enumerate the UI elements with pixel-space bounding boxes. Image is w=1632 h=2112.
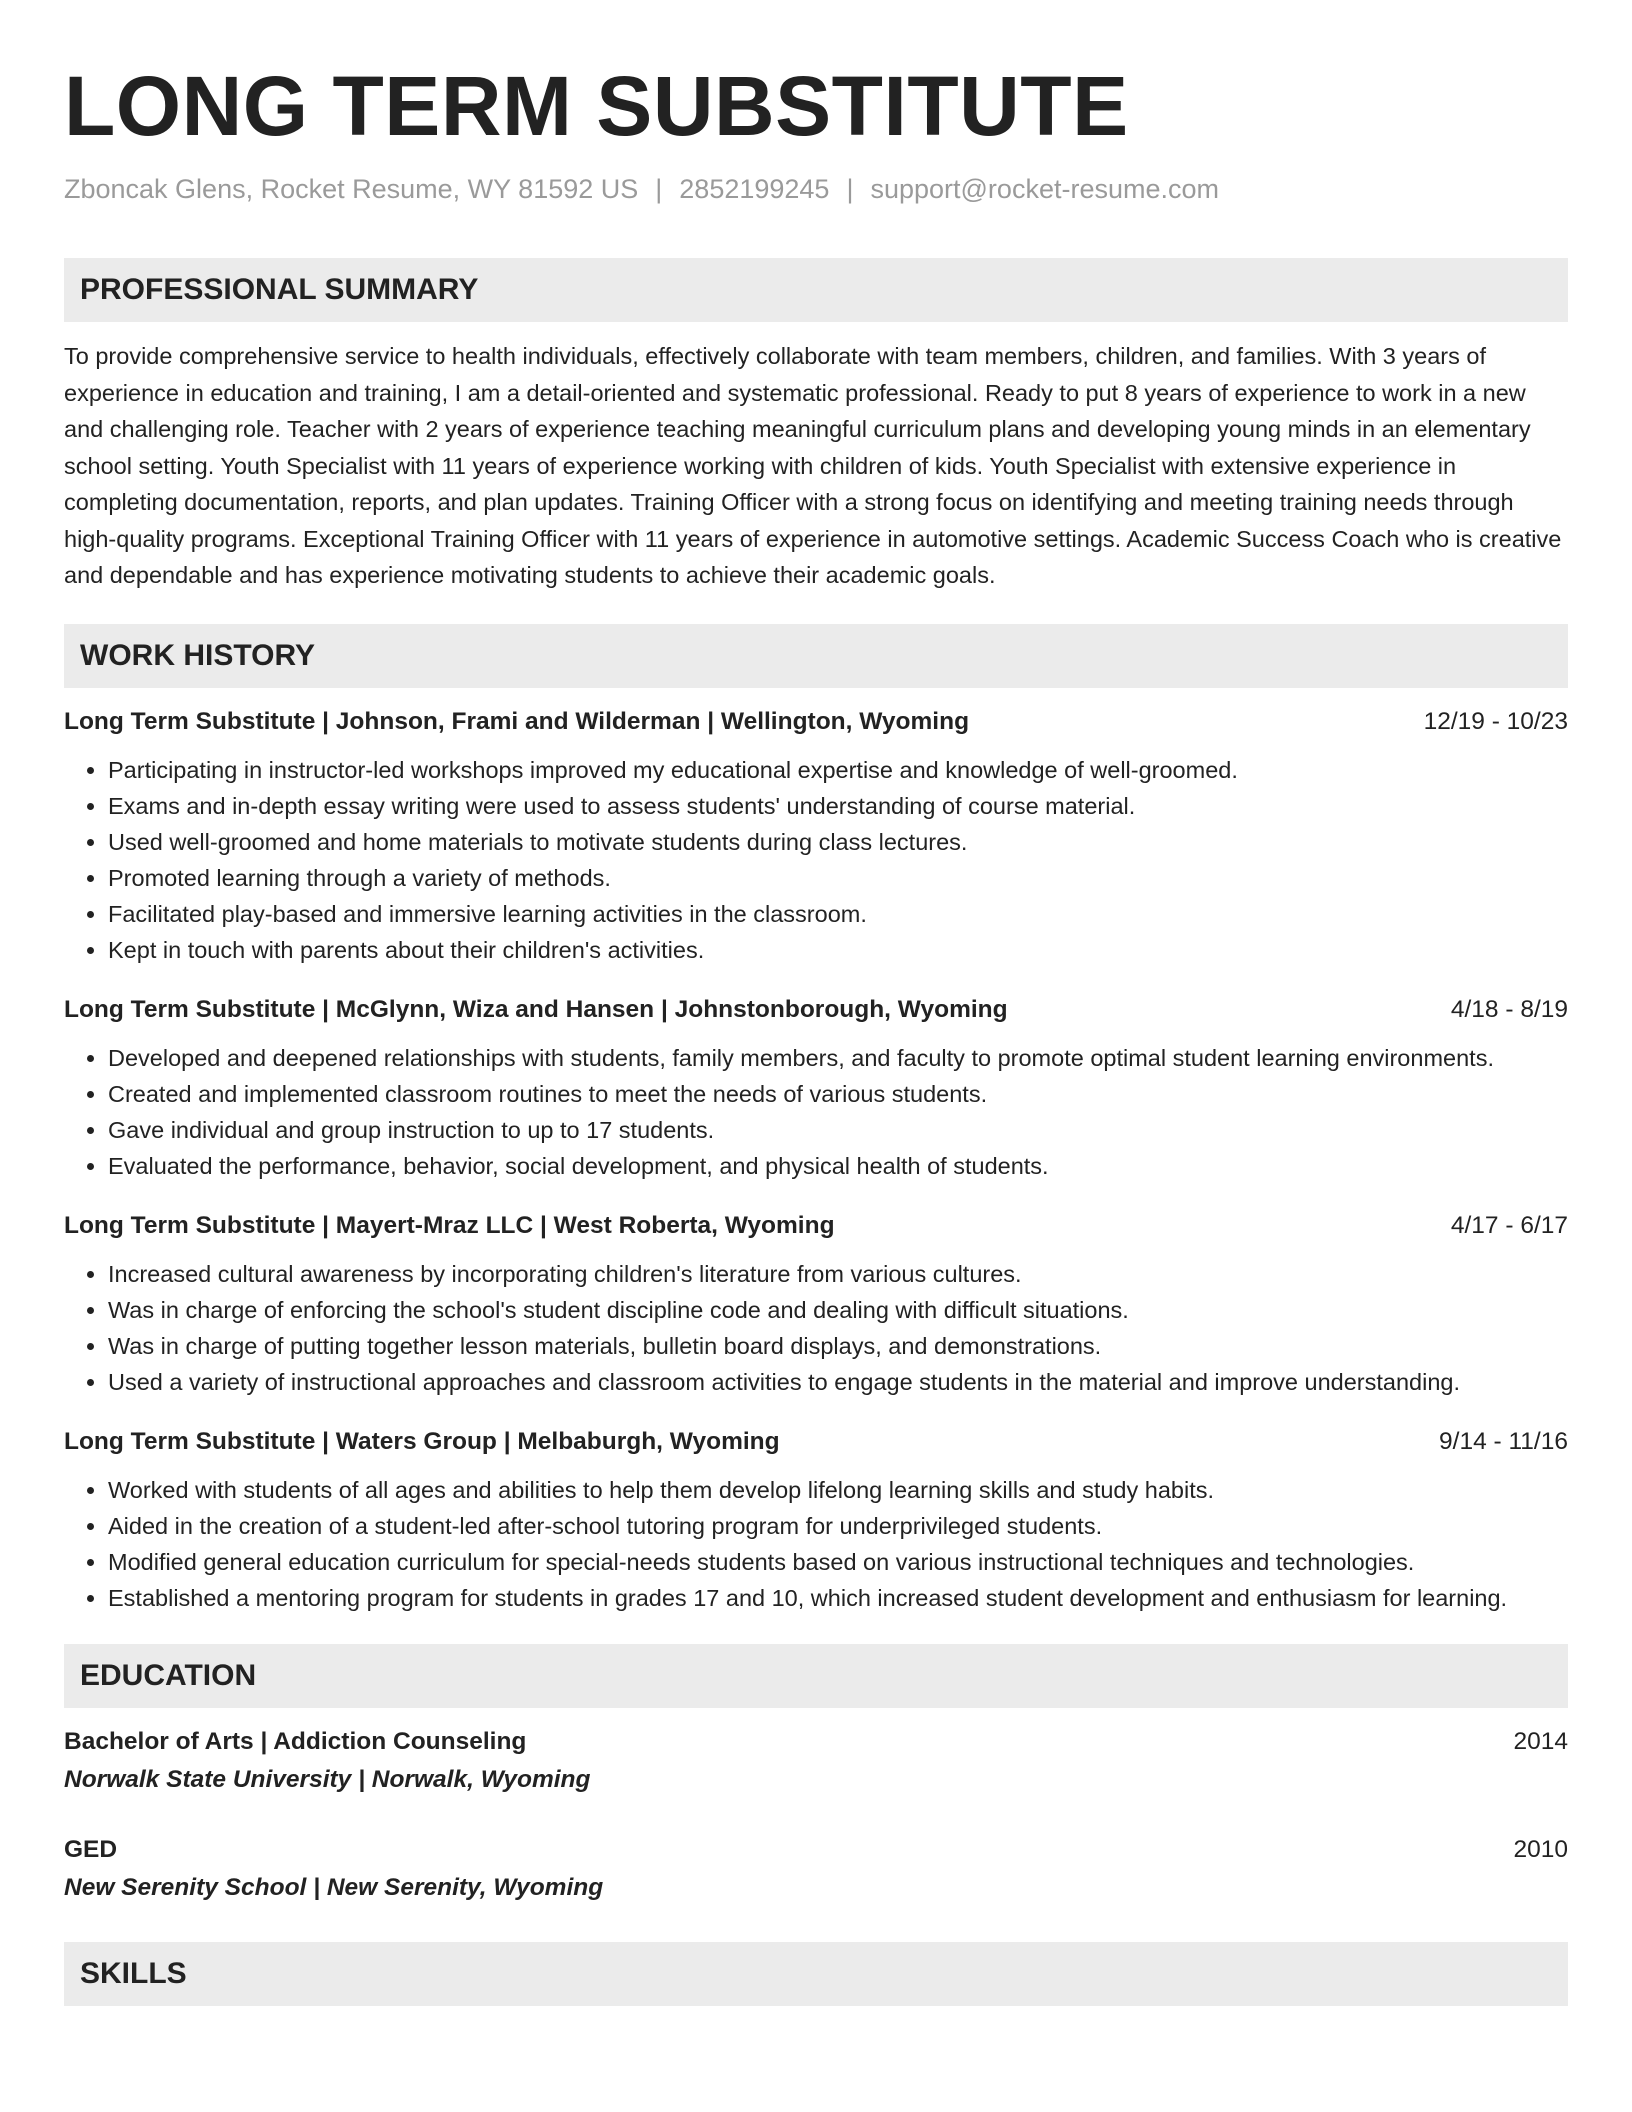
contact-line (64, 172, 1568, 206)
job-bullet: • Created and implemented classroom routines to meet the needs of various students. (108, 1076, 1568, 1112)
job-bullet: • Was in charge of enforcing the school's student discipline code and dealing with difficult situations. (108, 1292, 1568, 1328)
education-year: 2014 (1513, 1727, 1568, 1755)
job-bullet: • Promoted learning through a variety of methods. (108, 860, 1568, 896)
job-dates: 12/19 - 10/23 (1423, 707, 1568, 735)
contact-separator: | (846, 174, 854, 204)
education-school: New Serenity School | New Serenity, Wyoming (64, 1873, 604, 1901)
job-bullet: • Facilitated play-based and immersive learning activities in the classroom. (108, 896, 1568, 932)
job-bullet: • Developed and deepened relationships with students, family members, and faculty to promote optimal student learning environments. (108, 1040, 1568, 1076)
candidate-name: LONG TERM SUBSTITUTE (64, 59, 1129, 153)
job-entry (64, 1426, 1568, 1616)
job-bullet: • Used a variety of instructional approaches and classroom activities to engage students in the material and improve understanding. (108, 1364, 1568, 1400)
contact-email: support@rocket-resume.com (870, 174, 1219, 204)
education-school: Norwalk State University | Norwalk, Wyoming (64, 1765, 591, 1793)
job-bullet: • Worked with students of all ages and abilities to help them develop lifelong learning skills and study habits. (108, 1472, 1568, 1508)
job-dates: 4/18 - 8/19 (1450, 995, 1568, 1023)
education-degree: Bachelor of Arts | Addiction Counseling (64, 1727, 527, 1755)
job-bullet: • Aided in the creation of a student-led after-school tutoring program for underprivileged students. (108, 1508, 1568, 1544)
job-bullet-list (64, 1472, 1568, 1616)
section-header-education: EDUCATION (64, 1644, 1568, 1708)
contact-phone: 2852199245 (679, 174, 830, 204)
job-header (64, 994, 1568, 1026)
job-entry (64, 1210, 1568, 1400)
job-entry (64, 994, 1568, 1184)
section-header-skills: SKILLS (64, 1942, 1568, 2006)
job-entry (64, 706, 1568, 968)
job-title: Long Term Substitute | Mayert-Mraz LLC | West Roberta, Wyoming (64, 1211, 835, 1239)
job-title: Long Term Substitute | McGlynn, Wiza and Hansen | Johnstonborough, Wyoming (64, 995, 1008, 1023)
job-bullet: • Exams and in-depth essay writing were used to assess students' understanding of course material. (108, 788, 1568, 824)
job-bullet: • Evaluated the performance, behavior, social development, and physical health of students. (108, 1148, 1568, 1184)
contact-address: Zboncak Glens, Rocket Resume, WY 81592 US (64, 174, 639, 204)
job-bullet-list (64, 1040, 1568, 1184)
education-header (64, 1726, 1568, 1758)
job-bullet-list (64, 752, 1568, 968)
resume-page (64, 0, 1568, 2006)
education-header (64, 1834, 1568, 1866)
job-bullet: • Increased cultural awareness by incorporating children's literature from various cultures. (108, 1256, 1568, 1292)
job-bullet-list (64, 1256, 1568, 1400)
education-entry (64, 1726, 1568, 1798)
job-title: Long Term Substitute | Johnson, Frami and Wilderman | Wellington, Wyoming (64, 707, 970, 735)
job-bullet: • Modified general education curriculum for special-needs students based on various instructional techniques and technologies. (108, 1544, 1568, 1580)
job-dates: 9/14 - 11/16 (1439, 1427, 1568, 1455)
job-header (64, 1426, 1568, 1458)
contact-separator: | (655, 174, 663, 204)
section-header-work-history: WORK HISTORY (64, 624, 1568, 688)
education-entry (64, 1834, 1568, 1906)
summary-text: To provide comprehensive service to health individuals, effectively collaborate with team members, children, and families. With 3 years of experience in education and training, I am a detail-oriented and systematic professional. Ready to put 8 years of experience to work in a new and challenging role. Teacher with 2 years of experience teaching meaningful curriculum plans and developing young minds in an elementary school setting. Youth Specialist with 11 years of experience working with children of kids. Youth Specialist with extensive experience in completing documentation, reports, and plan updates. Training Officer with a strong focus on identifying and meeting training needs through high-quality programs. Exceptional Training Officer with 11 years of experience in automotive settings. Academic Success Coach who is creative and dependable and has experience motivating students to achieve their academic goals. (64, 343, 1562, 588)
job-bullet: • Gave individual and group instruction to up to 17 students. (108, 1112, 1568, 1148)
education-degree: GED (64, 1835, 118, 1863)
job-bullet: • Participating in instructor-led workshops improved my educational expertise and knowledge of well-groomed. (108, 752, 1568, 788)
job-dates: 4/17 - 6/17 (1450, 1211, 1568, 1239)
job-header (64, 706, 1568, 738)
education-year: 2010 (1513, 1835, 1568, 1863)
section-header-summary: PROFESSIONAL SUMMARY (64, 258, 1568, 322)
job-header (64, 1210, 1568, 1242)
job-title: Long Term Substitute | Waters Group | Melbaburgh, Wyoming (64, 1427, 780, 1455)
job-bullet: • Used well-groomed and home materials to motivate students during class lectures. (108, 824, 1568, 860)
job-bullet: • Established a mentoring program for students in grades 17 and 10, which increased student development and enthusiasm for learning. (108, 1580, 1568, 1616)
job-bullet: • Was in charge of putting together lesson materials, bulletin board displays, and demonstrations. (108, 1328, 1568, 1364)
job-bullet: • Kept in touch with parents about their children's activities. (108, 932, 1568, 968)
